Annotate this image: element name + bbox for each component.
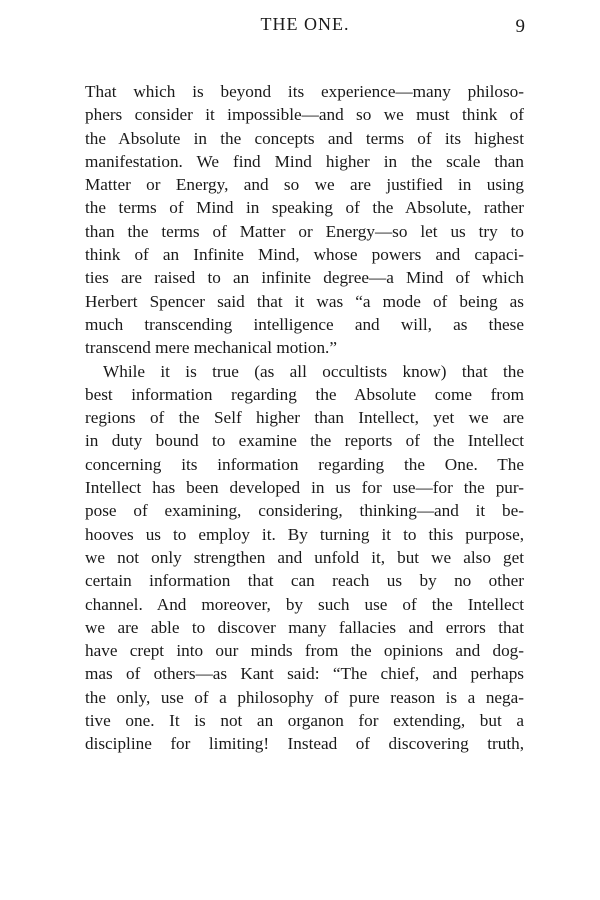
text-line: channel. And moreover, by such use of the Intellect [85,594,524,614]
page-body-text [85,80,524,756]
text-line: certain information that can reach us by no other [85,571,524,591]
text-line: Herbert Spencer said that it was “a mode of being as [85,291,524,311]
text-line: tive one. It is not an organon for extending, but a [85,711,524,731]
text-line: have crept into our minds from the opinions and dog- [85,641,524,661]
text-line: Matter or Energy, and so we are justified in using [85,175,524,195]
text-line: Intellect has been developed in us for use—for the pur- [85,478,524,498]
text-line: much transcending intelligence and will, as these [85,314,524,334]
text-line: ties are raised to an infinite degree—a Mind of which [85,268,524,288]
running-title: THE ONE. [260,14,350,34]
text-line: pose of examining, considering, thinking—and it be- [85,501,524,521]
text-line: best information regarding the Absolute come from [85,384,524,404]
text-line: than the terms of Matter or Energy—so let us try to [85,221,524,241]
page-header [85,14,525,40]
text-line: in duty bound to examine the reports of the Intellect [85,431,524,451]
text-line: hooves us to employ it. By turning it to this purpose, [85,524,524,544]
page-number: 9 [515,16,525,37]
text-line: mas of others—as Kant said: “The chief, and perhaps [85,664,524,684]
text-line: While it is true (as all occultists know) that the [103,361,524,381]
text-line: regions of the Self higher than Intellect, yet we are [85,408,524,428]
text-line: concerning its information regarding the One. The [85,454,524,474]
text-line: the terms of Mind in speaking of the Absolute, rather [85,198,524,218]
text-line: manifestation. We find Mind higher in the scale than [85,151,524,171]
text-line: discipline for limiting! Instead of discovering truth, [85,734,524,754]
text-line: phers consider it impossible—and so we must think of [85,105,524,125]
text-line: transcend mere mechanical motion.” [85,338,337,358]
text-line: That which is beyond its experience—many philoso- [85,82,524,101]
text-line: we are able to discover many fallacies and errors that [85,617,524,637]
text-line: the Absolute in the concepts and terms of its highest [85,128,524,148]
text-line: think of an Infinite Mind, whose powers and capaci- [85,245,524,265]
text-line: we not only strengthen and unfold it, but we also get [85,547,524,567]
text-line: the only, use of a philosophy of pure reason is a nega- [85,687,524,707]
